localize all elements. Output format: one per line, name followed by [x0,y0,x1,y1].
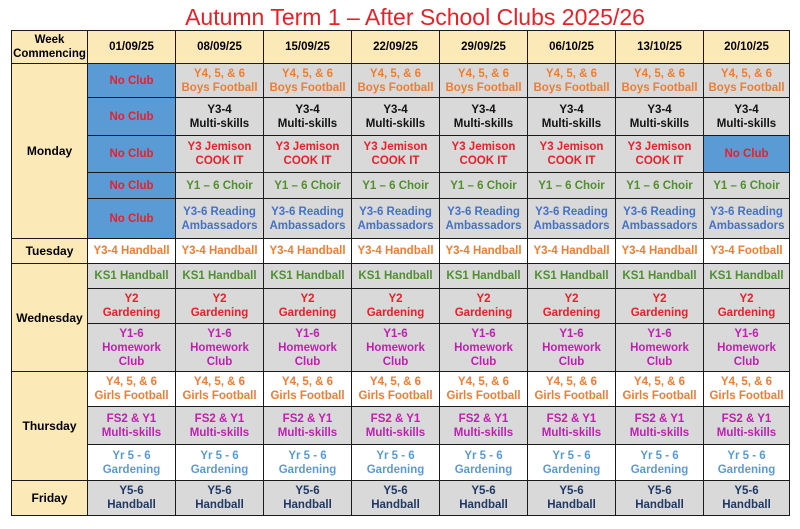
club-cell: Y3-4 Handball [616,239,704,264]
club-cell: Y1-6 Homework Club [176,324,264,372]
club-cell: Y5-6 Handball [352,481,440,516]
club-cell: Y3-4 Multi-skills [704,98,790,136]
no-club-cell: No Club [88,199,176,239]
club-cell: Y3 Jemison COOK IT [176,136,264,173]
day-tuesday: Tuesday [12,239,88,264]
club-cell: Y3 Jemison COOK IT [528,136,616,173]
table-row [12,173,790,199]
club-cell: FS2 & Y1 Multi-skills [704,407,790,445]
club-cell: Y4, 5, & 6 Girls Football [440,372,528,407]
no-club-cell: No Club [88,98,176,136]
club-cell: Y1-6 Homework Club [352,324,440,372]
club-cell: Yr 5 - 6 Gardening [88,445,176,481]
club-cell: Y2 Gardening [616,289,704,324]
club-cell: Y1-6 Homework Club [88,324,176,372]
club-cell: Y3 Jemison COOK IT [616,136,704,173]
club-cell: Yr 5 - 6 Gardening [704,445,790,481]
club-cell: Yr 5 - 6 Gardening [528,445,616,481]
club-cell: Y3 Jemison COOK IT [352,136,440,173]
club-cell: Y4, 5, & 6 Girls Football [704,372,790,407]
club-cell: Y1 – 6 Choir [352,173,440,199]
club-cell: Y3 Jemison COOK IT [440,136,528,173]
club-cell: Y3-4 Football [704,239,790,264]
club-cell: Y4, 5, & 6 Girls Football [264,372,352,407]
club-cell: Y4, 5, & 6 Girls Football [352,372,440,407]
club-cell: Y3-4 Handball [264,239,352,264]
club-cell: FS2 & Y1 Multi-skills [528,407,616,445]
club-cell: Y2 Gardening [88,289,176,324]
club-cell: Y3-4 Multi-skills [528,98,616,136]
club-cell: Y5-6 Handball [88,481,176,516]
no-club-cell: No Club [88,136,176,173]
week-header: 06/10/25 [528,31,616,64]
club-cell: Y1-6 Homework Club [704,324,790,372]
week-header: 15/09/25 [264,31,352,64]
club-cell: Yr 5 - 6 Gardening [440,445,528,481]
club-cell: Y4, 5, & 6 Boys Football [264,64,352,98]
club-cell: Y3-4 Handball [176,239,264,264]
club-cell: Y3-4 Handball [440,239,528,264]
club-cell: Y2 Gardening [176,289,264,324]
day-thursday: Thursday [12,372,88,481]
club-cell: Y5-6 Handball [440,481,528,516]
table-row [12,372,790,407]
club-cell: Y3-4 Multi-skills [264,98,352,136]
table-row [12,136,790,173]
club-cell: Y3-6 Reading Ambassadors [352,199,440,239]
club-cell: FS2 & Y1 Multi-skills [616,407,704,445]
club-timetable [11,30,790,516]
club-cell: Y2 Gardening [352,289,440,324]
club-cell: Y3-6 Reading Ambassadors [176,199,264,239]
table-row [12,481,790,516]
club-cell: Y1-6 Homework Club [264,324,352,372]
club-cell: Y1 – 6 Choir [704,173,790,199]
day-friday: Friday [12,481,88,516]
club-cell: Y2 Gardening [440,289,528,324]
club-cell: Y1-6 Homework Club [528,324,616,372]
club-cell: Y1 – 6 Choir [264,173,352,199]
club-cell: KS1 Handball [528,264,616,289]
club-cell: Y5-6 Handball [176,481,264,516]
club-cell: Y3-4 Multi-skills [176,98,264,136]
club-cell: Y3-6 Reading Ambassadors [264,199,352,239]
club-cell: Yr 5 - 6 Gardening [352,445,440,481]
week-header: 22/09/25 [352,31,440,64]
club-cell: Y2 Gardening [528,289,616,324]
club-cell: Y4, 5, & 6 Girls Football [88,372,176,407]
club-cell: Y3-4 Multi-skills [352,98,440,136]
club-cell: Y2 Gardening [704,289,790,324]
club-cell: Yr 5 - 6 Gardening [616,445,704,481]
club-cell: Y1 – 6 Choir [440,173,528,199]
club-cell: KS1 Handball [440,264,528,289]
club-cell: KS1 Handball [352,264,440,289]
club-cell: Y3-4 Multi-skills [616,98,704,136]
week-header: 29/09/25 [440,31,528,64]
no-club-cell: No Club [88,173,176,199]
club-cell: Y4, 5, & 6 Girls Football [176,372,264,407]
club-cell: Y4, 5, & 6 Boys Football [440,64,528,98]
club-cell: KS1 Handball [264,264,352,289]
day-wednesday: Wednesday [12,264,88,372]
club-cell: KS1 Handball [616,264,704,289]
club-cell: Y1-6 Homework Club [616,324,704,372]
club-cell: Y3-6 Reading Ambassadors [440,199,528,239]
club-cell: Y3 Jemison COOK IT [264,136,352,173]
club-cell: Y3-4 Handball [528,239,616,264]
club-cell: Y4, 5, & 6 Boys Football [704,64,790,98]
club-cell: Yr 5 - 6 Gardening [176,445,264,481]
club-cell: Y4, 5, & 6 Boys Football [176,64,264,98]
page-title: Autumn Term 1 – After School Clubs 2025/26 [185,4,645,30]
week-header: 08/09/25 [176,31,264,64]
club-cell: Y1 – 6 Choir [176,173,264,199]
club-cell: Y3-4 Handball [352,239,440,264]
club-cell: Y5-6 Handball [264,481,352,516]
club-cell: Y5-6 Handball [616,481,704,516]
club-cell: Y5-6 Handball [704,481,790,516]
club-cell: KS1 Handball [704,264,790,289]
club-cell: Y3-6 Reading Ambassadors [528,199,616,239]
club-cell: Y5-6 Handball [528,481,616,516]
club-cell: KS1 Handball [176,264,264,289]
table-row [12,324,790,372]
table-row [12,239,790,264]
week-header: 20/10/25 [704,31,790,64]
club-cell: Y1-6 Homework Club [440,324,528,372]
club-cell: Y3-6 Reading Ambassadors [704,199,790,239]
table-row [12,98,790,136]
club-cell: Y4, 5, & 6 Girls Football [528,372,616,407]
day-monday: Monday [12,64,88,239]
no-club-cell: No Club [704,136,790,173]
club-cell: FS2 & Y1 Multi-skills [352,407,440,445]
club-cell: FS2 & Y1 Multi-skills [440,407,528,445]
club-cell: Y4, 5, & 6 Boys Football [616,64,704,98]
no-club-cell: No Club [88,64,176,98]
club-cell: Y3-4 Multi-skills [440,98,528,136]
club-cell: FS2 & Y1 Multi-skills [176,407,264,445]
table-row [12,445,790,481]
club-cell: Y2 Gardening [264,289,352,324]
header-row [12,31,790,64]
table-row [12,199,790,239]
week-commencing-header: Week Commencing [12,31,88,64]
club-cell: Y1 – 6 Choir [616,173,704,199]
club-cell: Y3-6 Reading Ambassadors [616,199,704,239]
week-header: 13/10/25 [616,31,704,64]
club-cell: Y4, 5, & 6 Girls Football [616,372,704,407]
club-cell: FS2 & Y1 Multi-skills [88,407,176,445]
club-cell: Yr 5 - 6 Gardening [264,445,352,481]
table-row [12,264,790,289]
table-row [12,64,790,98]
club-cell: FS2 & Y1 Multi-skills [264,407,352,445]
club-cell: Y3-4 Handball [88,239,176,264]
table-row [12,407,790,445]
club-cell: Y4, 5, & 6 Boys Football [352,64,440,98]
club-cell: KS1 Handball [88,264,176,289]
club-cell: Y4, 5, & 6 Boys Football [528,64,616,98]
table-row [12,289,790,324]
club-cell: Y1 – 6 Choir [528,173,616,199]
week-header: 01/09/25 [88,31,176,64]
